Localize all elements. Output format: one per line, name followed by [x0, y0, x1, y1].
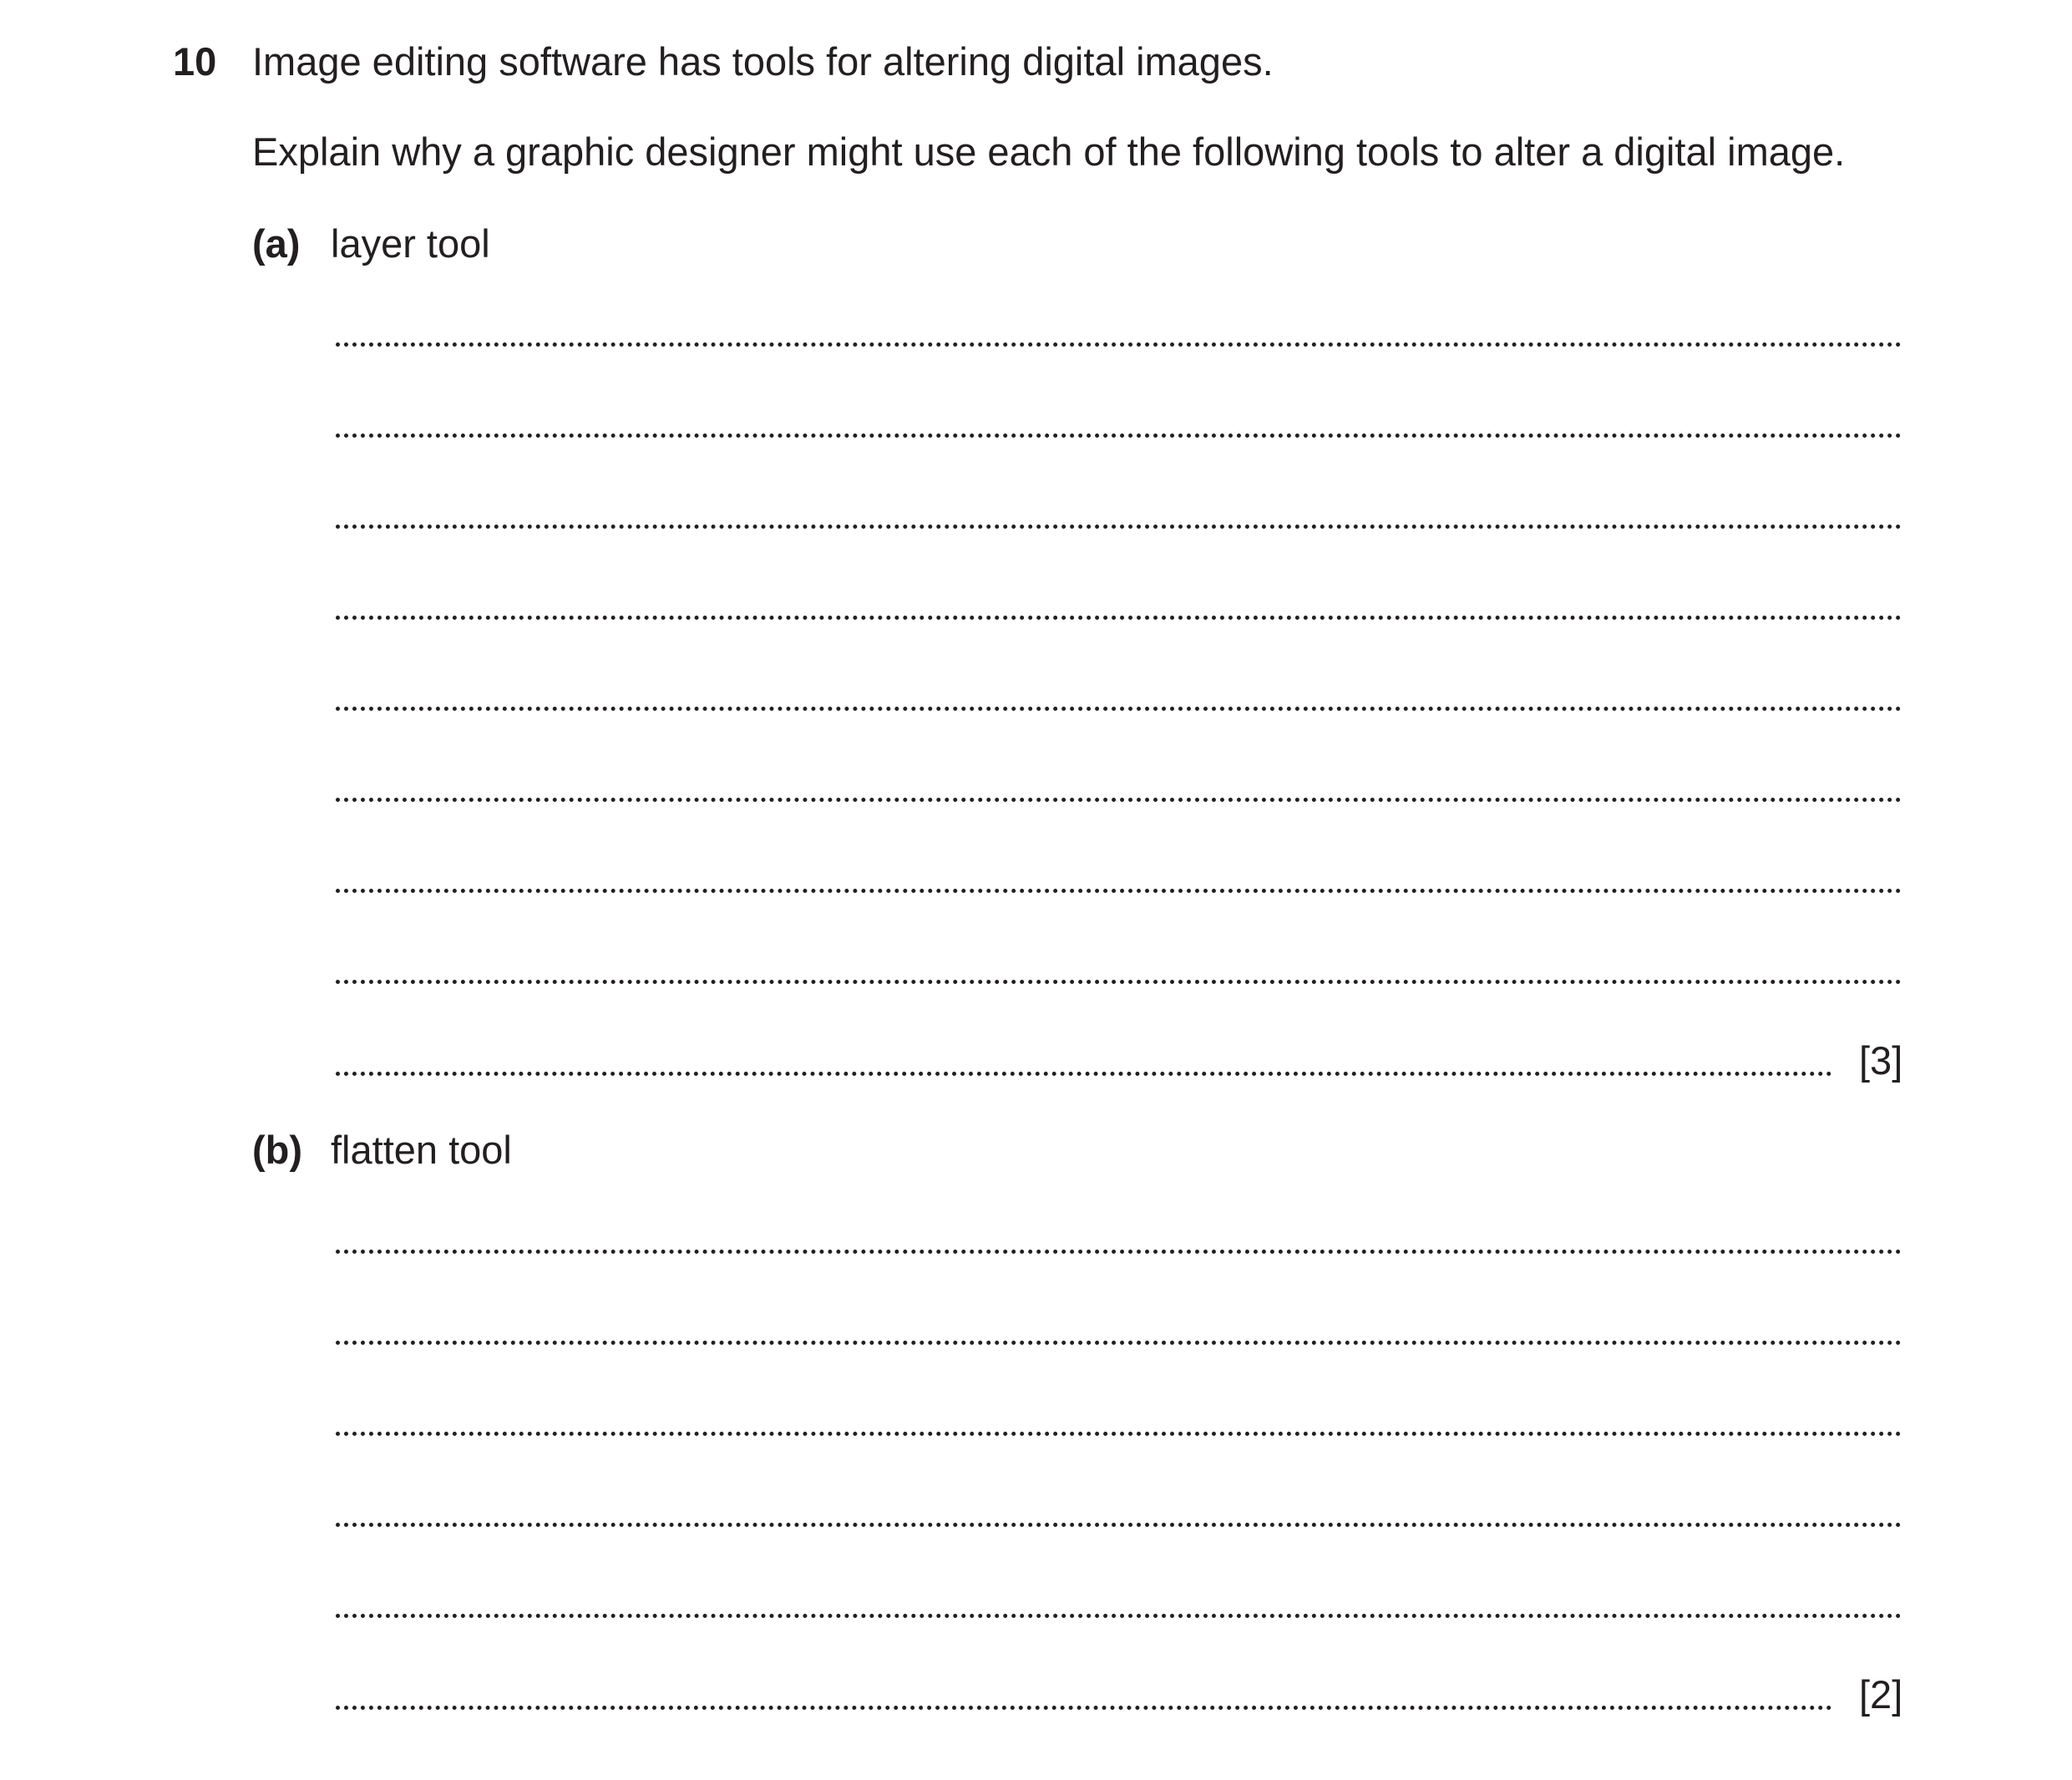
answer-line[interactable] — [336, 1706, 1832, 1710]
answer-line[interactable] — [336, 525, 1902, 529]
answer-line[interactable] — [336, 1432, 1902, 1436]
answer-line[interactable] — [336, 980, 1902, 984]
answer-line[interactable] — [336, 1250, 1902, 1254]
answer-line[interactable] — [336, 1341, 1902, 1345]
part-b-text: flatten tool — [331, 1128, 512, 1172]
answer-line[interactable] — [336, 1614, 1902, 1618]
part-b-label: (b) — [252, 1128, 303, 1172]
question-stem: Image editing software has tools for altering digital images. — [252, 39, 1274, 84]
question-number: 10 — [173, 39, 217, 84]
answer-line[interactable] — [336, 342, 1902, 347]
question-instruction: Explain why a graphic designer might use each of the following tools to alter a digital image. — [252, 129, 1846, 174]
answer-line[interactable] — [336, 1523, 1902, 1527]
answer-line[interactable] — [336, 798, 1902, 802]
part-a-text: layer tool — [331, 221, 490, 266]
part-a-label: (a) — [252, 221, 301, 266]
answer-line[interactable] — [336, 616, 1902, 620]
answer-line[interactable] — [336, 434, 1902, 438]
marks-a: [3] — [1859, 1038, 1903, 1083]
marks-b: [2] — [1859, 1672, 1903, 1717]
answer-line[interactable] — [336, 1072, 1832, 1076]
answer-line[interactable] — [336, 889, 1902, 893]
answer-line[interactable] — [336, 707, 1902, 711]
